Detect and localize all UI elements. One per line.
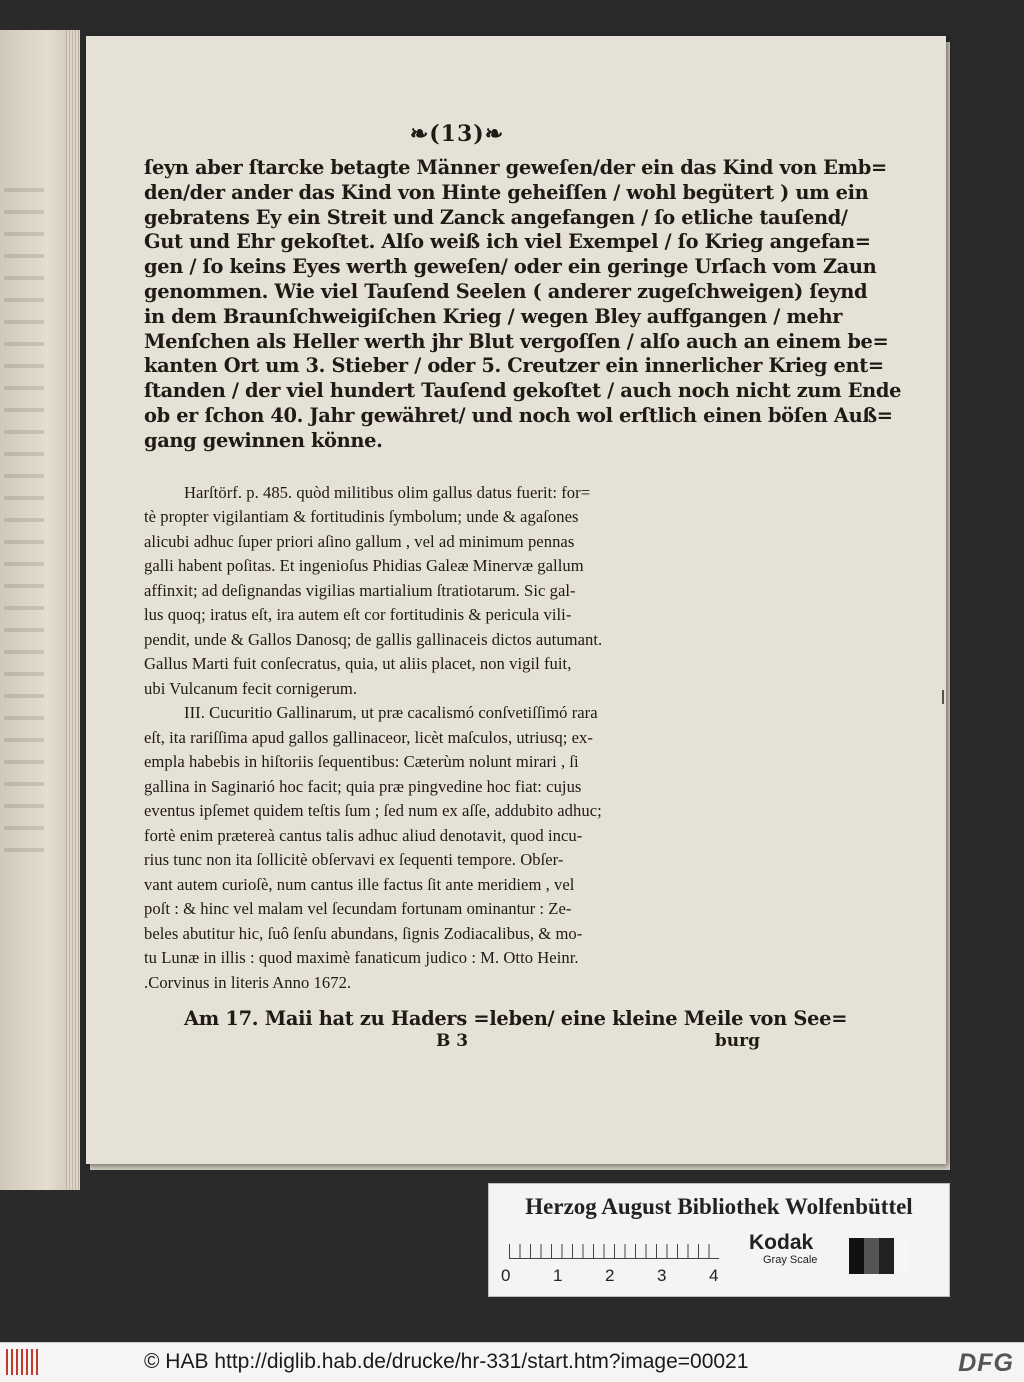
kodak-logo-text: Kodak: [749, 1231, 814, 1254]
text-line: Harſtörf. p. 485. quòd militibus olim gallus datus fuerit: for=: [184, 482, 591, 502]
catchword: burg: [714, 1031, 760, 1052]
text-line: empla habebis in hiſtoriis ſequentibus: Cæterùm nolunt mirari , ſi: [144, 752, 579, 772]
ruler-numbers: [501, 1266, 741, 1286]
text-line: eventus ipſemet quidem teſtis ſum ; ſed num ex aſſe, addubito adhuc;: [144, 801, 602, 821]
text-line: lus quoq; iratus eſt, ira autem eſt cor fortitudinis & pericula vili-: [144, 605, 572, 625]
latin-paragraph: [144, 481, 770, 996]
text-line: ſeyn aber ſtarcke betagte Männer geweſen/der ein das Kind von Emb=: [144, 156, 887, 179]
text-line: gen / ſo keins Eyes werth geweſen/ oder ein geringe Urſach vom Zaun: [144, 255, 877, 279]
swatch-dark-gray: [864, 1238, 879, 1274]
previous-page-edge: [0, 30, 80, 1190]
text-line: in dem Braunſchweigiſchen Krieg / wegen Bley auffgangen / mehr: [144, 304, 843, 328]
text-line: tu Lunæ in illis : quod maximè fanaticum judico : M. Otto Heinr.: [144, 948, 579, 968]
text-line: rius tunc non ita ſollicitè obſervavi ex ſequenti tempore. Obſer-: [144, 850, 564, 870]
text-line: Gallus Marti fuit conſecratus, quia, ut aliis placet, non vigil fuit,: [144, 654, 572, 674]
text-line: tè propter vigilantiam & fortitudinis ſymbolum; unde & agaſones: [144, 507, 579, 527]
text-line: gallina in Saginarió hoc facit; quia præ pingvedine hoc fiat: cujus: [144, 776, 582, 796]
ink-mark: [942, 690, 944, 704]
book-page: [86, 36, 946, 1164]
text-line: ſtanden / der viel hundert Tauſend gekoſtet / auch noch nicht zum Ende: [144, 379, 902, 403]
kodak-brand: [749, 1232, 817, 1266]
text-line: .Corvinus in literis Anno 1672.: [144, 972, 352, 992]
text-line: den/der ander das Kind von Hinte geheiſſen / wohl begütert ) um ein: [144, 180, 869, 204]
text-line: gang gewinnen könne.: [144, 428, 383, 452]
page-text: [144, 120, 902, 1055]
page-footer-row: [144, 1031, 770, 1055]
dfg-logo[interactable]: DFG: [958, 1349, 1014, 1377]
viewer-footer: [0, 1342, 1024, 1382]
ruler-number: 3: [657, 1266, 667, 1285]
text-line: Gut und Ehr gekoſtet. Alſo weiß ich viel Exempel / ſo Krieg angefan=: [144, 230, 871, 254]
text-line: Menſchen als Heller werth jhr Blut vergoſſen / alſo auch an einem be=: [144, 329, 889, 353]
bleed-through-text: [4, 170, 44, 870]
text-line: poſt : & hinc vel malam vel ſecundam fortunam ominantur : Ze-: [144, 899, 572, 919]
library-name: Herzog August Bibliothek Wolfenbüttel: [525, 1194, 913, 1219]
text-line: galli habent poſitas. Et ingenioſus Phidias Galeæ Minervæ gallum: [144, 556, 584, 576]
text-line: kanten Ort um 3. Stieber / oder 5. Creutzer ein innerlicher Krieg ent=: [144, 354, 884, 378]
text-line: III. Cucuritio Gallinarum, ut præ cacalismó conſvetiſſimó rara: [184, 703, 598, 723]
ruler-number: 1: [553, 1266, 563, 1285]
text-line: fortè enim prætereà cantus talis adhuc aliud denotavit, quod incu-: [144, 825, 583, 845]
text-line: beles abutitur hic, ſuô ſenſu abundans, ſignis Zodiacalibus, & mo-: [144, 923, 583, 943]
ruler-number: 0: [501, 1266, 511, 1285]
kodak-subtitle: Gray Scale: [763, 1254, 818, 1266]
hab-logo-icon[interactable]: [6, 1349, 38, 1375]
swatch-black: [849, 1238, 864, 1274]
fraktur-paragraph: [144, 156, 902, 454]
ruler-number: 4: [709, 1266, 719, 1285]
text-line: pendit, unde & Gallos Danosq; de gallis gallinaceis dictos autumant.: [144, 629, 603, 649]
copyright-link[interactable]: © HAB http://diglib.hab.de/drucke/hr-331/start.htm?image=00021: [144, 1350, 749, 1373]
text-line: alicubi adhuc ſuper priori aſino gallum , vel ad minimum pennas: [144, 531, 575, 551]
closing-line: Am 17. Maii hat zu Haders =leben/ eine kleine Meile von See=: [184, 1007, 848, 1031]
text-line: ubi Vulcanum fecit cornigerum.: [144, 678, 358, 698]
ruler-number: 2: [605, 1266, 615, 1285]
text-line: eſt, ita rariſſima apud gallos gallinaceor, licèt maſculos, utriusq; ex-: [144, 727, 593, 747]
page-stack-edge: [66, 30, 80, 1190]
text-line: ob er ſchon 40. Jahr gewähret/ und noch wol erſtlich einen böſen Auß=: [144, 403, 893, 427]
page-number-header: ❧(13)❧: [409, 121, 505, 147]
text-line: genommen. Wie viel Tauſend Seelen ( anderer zugeſchweigen) ſeynd: [144, 279, 868, 303]
text-line: gebratens Ey ein Streit und Zanck angefangen / ſo etliche tauſend/: [144, 205, 848, 229]
text-line: vant autem curioſè, num cantus ille factus ſit ante meridiem , vel: [144, 874, 575, 894]
swatch-black: [879, 1238, 894, 1274]
scale-ruler: [509, 1232, 719, 1259]
gray-scale-swatches: [849, 1238, 909, 1274]
library-color-card: [488, 1183, 950, 1297]
signature-mark: B 3: [436, 1031, 469, 1052]
text-line: affinxit; ad deſignandas vigilias martialium ſtratiotarum. Sic gal-: [144, 580, 576, 600]
swatch-white: [894, 1238, 909, 1274]
